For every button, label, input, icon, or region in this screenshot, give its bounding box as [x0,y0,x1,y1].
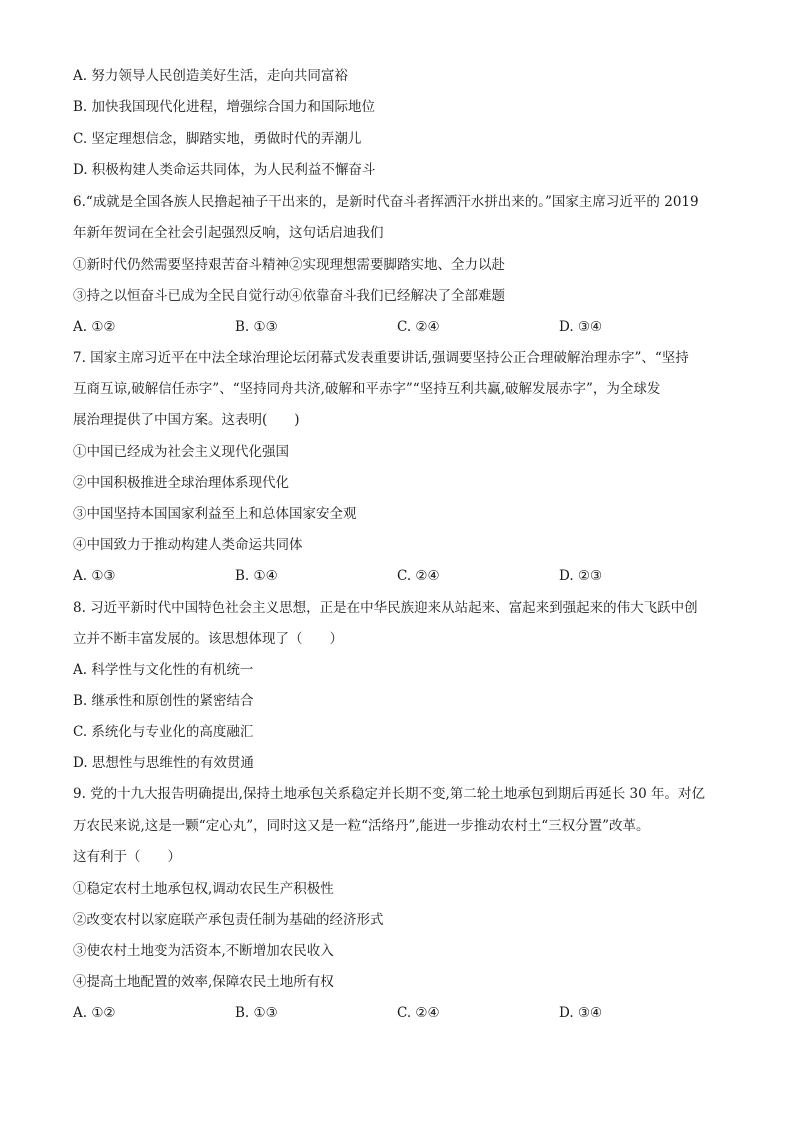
q7-stem-line-2: 互商互谅,破解信任赤字”、“坚持同舟共济,破解和平赤字”“坚持互利共赢,破解发展赤字”，为全球发 [73,381,661,397]
q5-option-a: A. 努力领导人民创造美好生活，走向共同富裕 [73,68,348,84]
q6-statements-1-2: ①新时代仍然需要坚持艰苦奋斗精神②实现理想需要脚踏实地、全力以赴 [73,257,505,273]
q7-statement-3: ③中国坚持本国国家利益至上和总体国家安全观 [73,506,357,522]
q9-stem-line-1: 9. 党的十九大报告明确提出,保持土地承包关系稳定并长期不变,第二轮土地承包到期后再延长 30 年。对亿 [73,786,706,802]
q7-choice-b: B. ①④ [235,568,278,584]
q6-choices [73,317,733,337]
q7-choices [73,566,733,586]
q6-stem-line-1: 6.“成就是全国各族人民撸起袖子干出来的，是新时代奋斗者挥洒汗水拼出来的。”国家主席习近平的 2019 [73,194,699,210]
q9-statement-3: ③使农村土地变为活资本,不断增加农民收入 [73,943,334,959]
q7-choice-a: A. ①③ [73,568,116,584]
q9-stem-line-2: 万农民来说,这是一颗“定心丸”，同时这又是一粒“活络丹”,能进一步推动农村土“三权分置”改革。 [73,818,650,834]
q8-stem-line-2: 立并不断丰富发展的。该思想体现了（ ） [73,631,343,647]
q7-statement-4: ④中国致力于推动构建人类命运共同体 [73,537,303,553]
q5-option-c: C. 坚定理想信念，脚踏实地，勇做时代的弄潮儿 [73,131,362,147]
q9-statement-4: ④提高土地配置的效率,保障农民土地所有权 [73,974,334,990]
q7-choice-c: C. ②④ [397,568,440,584]
q7-choice-d: D. ②③ [559,568,603,584]
q7-statement-1: ①中国已经成为社会主义现代化强国 [73,444,289,460]
q9-choices [73,1003,733,1023]
q6-choice-c: C. ②④ [397,319,440,335]
q7-stem-line-3: 展治理提供了中国方案。这表明( ) [73,412,300,428]
q9-choice-b: B. ①③ [235,1005,278,1021]
q9-choice-d: D. ③④ [559,1005,603,1021]
q9-choice-a: A. ①② [73,1005,116,1021]
q9-statement-1: ①稳定农村土地承包权,调动农民生产积极性 [73,881,334,897]
q5-option-b: B. 加快我国现代化进程，增强综合国力和国际地位 [73,99,376,115]
q6-choice-b: B. ①③ [235,319,278,335]
q6-choice-a: A. ①② [73,319,116,335]
q9-choice-c: C. ②④ [397,1005,440,1021]
q7-statement-2: ②中国积极推进全球治理体系现代化 [73,475,289,491]
q5-option-d: D. 积极构建人类命运共同体，为人民利益不懈奋斗 [73,162,376,178]
q8-option-c: C. 系统化与专业化的高度融汇 [73,724,254,740]
q8-option-d: D. 思想性与思维性的有效贯通 [73,755,254,771]
q8-option-b: B. 继承性和原创性的紧密结合 [73,693,254,709]
q6-statements-3-4: ③持之以恒奋斗已成为全民自觉行动④依靠奋斗我们已经解决了全部难题 [73,288,505,304]
q6-choice-d: D. ③④ [559,319,603,335]
q9-stem-line-3: 这有利于（ ） [73,849,181,865]
q6-stem-line-2: 年新年贺词在全社会引起强烈反响，这句话启迪我们 [73,225,384,241]
q7-stem-line-1: 7. 国家主席习近平在中法全球治理论坛闭幕式发表重要讲话,强调要坚持公正合理破解治理赤字”、“坚持 [73,350,689,366]
q8-stem-line-1: 8. 习近平新时代中国特色社会主义思想，正是在中华民族迎来从站起来、富起来到强起来的伟大飞跃中创 [73,600,698,616]
q9-statement-2: ②改变农村以家庭联产承包责任制为基础的经济形式 [73,912,384,928]
q8-option-a: A. 科学性与文化性的有机统一 [73,662,254,678]
